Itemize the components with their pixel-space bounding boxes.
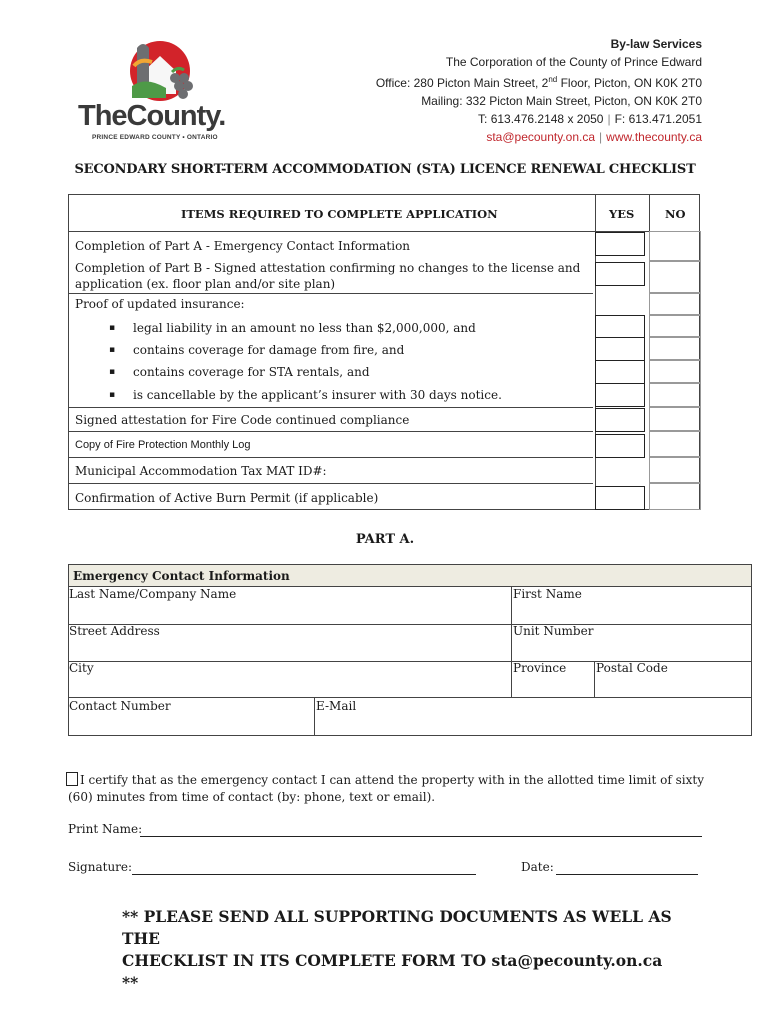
province-label: Province — [513, 661, 567, 675]
city-label: City — [69, 661, 94, 675]
no-checkbox-fire-log[interactable] — [649, 431, 701, 457]
checklist-item-burn-permit: Confirmation of Active Burn Permit (if applicable) — [75, 491, 379, 505]
submission-note-line-1: ** PLEASE SEND ALL SUPPORTING DOCUMENTS AS WELL AS THE — [122, 907, 672, 948]
date-field[interactable] — [556, 860, 698, 875]
column-header-no: NO — [665, 207, 686, 221]
row-divider — [69, 457, 593, 458]
department-name: By-law Services — [610, 37, 702, 51]
submission-note-line-2: CHECKLIST IN ITS COMPLETE FORM TO sta@pecounty.on.ca ** — [122, 951, 663, 992]
logo-wordmark: TheCounty. — [78, 100, 226, 132]
phone-line — [302, 110, 702, 128]
bullet-icon: ▪ — [109, 345, 116, 355]
county-logo — [74, 36, 244, 148]
checklist-item-mat-id: Municipal Accommodation Tax MAT ID#: — [75, 464, 327, 478]
yes-checkbox-liability[interactable] — [595, 315, 645, 339]
insurance-fire: contains coverage for damage from fire, and — [133, 343, 405, 357]
no-checkbox-sta[interactable] — [649, 360, 701, 383]
column-divider — [511, 587, 512, 697]
checklist-item-part-b: Completion of Part B - Signed attestation confirming no changes to the license and — [75, 261, 581, 275]
links-line — [302, 128, 702, 146]
row-divider — [69, 407, 593, 408]
email-link[interactable]: sta@pecounty.on.ca — [486, 130, 596, 144]
no-checkbox-fire-code[interactable] — [649, 407, 701, 431]
print-name-label: Print Name: — [68, 822, 143, 836]
date-label: Date: — [521, 860, 554, 874]
row-divider — [69, 624, 751, 625]
office-address-suffix: Floor, Picton, ON K0K 2T0 — [557, 76, 702, 90]
postal-code-label: Postal Code — [596, 661, 668, 675]
bullet-icon: ▪ — [109, 323, 116, 333]
page-title: SECONDARY SHORT-TERM ACCOMMODATION (STA) LICENCE RENEWAL CHECKLIST — [74, 162, 696, 177]
no-checkbox-burn-permit[interactable] — [649, 483, 701, 510]
unit-number-label: Unit Number — [513, 624, 594, 638]
column-divider — [314, 697, 315, 735]
yes-checkbox-fire-code[interactable] — [595, 408, 645, 432]
yes-checkbox-burn-permit[interactable] — [595, 486, 645, 510]
office-floor-suffix: nd — [548, 75, 558, 84]
no-cell-insurance — [649, 293, 701, 315]
signature-label: Signature: — [68, 860, 133, 874]
checklist-item-part-b-cont: application (ex. floor plan and/or site plan) — [75, 277, 336, 291]
organization-name: The Corporation of the County of Prince Edward — [445, 55, 702, 69]
submission-note — [122, 906, 682, 994]
phone-number: T: 613.476.2148 x 2050 — [478, 112, 604, 126]
insurance-liability: legal liability in an amount no less than $2,000,000, and — [133, 321, 476, 335]
row-divider — [69, 697, 751, 698]
signature-field[interactable] — [132, 860, 476, 875]
no-checkbox-cancellable[interactable] — [649, 383, 701, 407]
row-divider — [69, 483, 593, 484]
no-checkbox-part-a[interactable] — [649, 231, 701, 261]
office-contact-block — [302, 35, 702, 146]
section-title: Emergency Contact Information — [73, 569, 290, 583]
fax-number: F: 613.471.2051 — [614, 112, 702, 126]
office-address-prefix: Office: 280 Picton Main Street, 2 — [375, 76, 549, 90]
bullet-icon: ▪ — [109, 367, 116, 377]
email-label: E-Mail — [316, 699, 357, 713]
bullet-icon: ▪ — [109, 390, 116, 400]
yes-checkbox-sta[interactable] — [595, 360, 645, 384]
checklist-item-fire-log: Copy of Fire Protection Monthly Log — [75, 439, 251, 451]
part-a-heading: PART A. — [355, 532, 415, 547]
checklist-item-part-a: Completion of Part A - Emergency Contact Information — [75, 239, 411, 253]
yes-checkbox-fire[interactable] — [595, 337, 645, 361]
column-header-yes: YES — [609, 207, 635, 221]
no-checkbox-liability[interactable] — [649, 315, 701, 337]
no-checkbox-fire[interactable] — [649, 337, 701, 360]
website-link[interactable]: www.thecounty.ca — [606, 130, 702, 144]
yes-checkbox-part-a[interactable] — [595, 232, 645, 256]
separator: | — [599, 130, 603, 144]
last-name-label: Last Name/Company Name — [69, 587, 237, 601]
yes-checkbox-cancellable[interactable] — [595, 383, 645, 407]
no-checkbox-mat-id[interactable] — [649, 457, 701, 483]
certify-statement: I certify that as the emergency contact I can attend the property with in the allotted time limit of sixty (60) minutes from time of contact (by: phone, text or email). — [68, 773, 704, 804]
no-checkbox-part-b[interactable] — [649, 261, 701, 293]
street-address-label: Street Address — [69, 624, 160, 638]
column-header-items: ITEMS REQUIRED TO COMPLETE APPLICATION — [181, 207, 498, 221]
mailing-address: Mailing: 332 Picton Main Street, Picton, ON K0K 2T0 — [421, 94, 702, 108]
checklist-item-fire-code: Signed attestation for Fire Code continued compliance — [75, 413, 410, 427]
county-logo-barn-grapes-icon — [74, 36, 244, 106]
separator: | — [607, 112, 611, 126]
checklist-table — [68, 194, 700, 510]
row-divider — [69, 293, 593, 294]
office-address — [302, 71, 702, 92]
insurance-cancellable: is cancellable by the applicant’s insurer with 30 days notice. — [133, 388, 502, 402]
contact-number-label: Contact Number — [69, 699, 171, 713]
yes-checkbox-part-b[interactable] — [595, 262, 645, 286]
emergency-contact-form — [68, 564, 752, 736]
column-divider — [594, 661, 595, 697]
print-name-field[interactable] — [140, 822, 702, 837]
yes-checkbox-fire-log[interactable] — [595, 434, 645, 458]
row-divider — [69, 431, 593, 432]
first-name-label: First Name — [513, 587, 582, 601]
insurance-sta: contains coverage for STA rentals, and — [133, 365, 370, 379]
checklist-item-insurance: Proof of updated insurance: — [75, 297, 245, 311]
logo-tagline: PRINCE EDWARD COUNTY • ONTARIO — [92, 134, 218, 141]
